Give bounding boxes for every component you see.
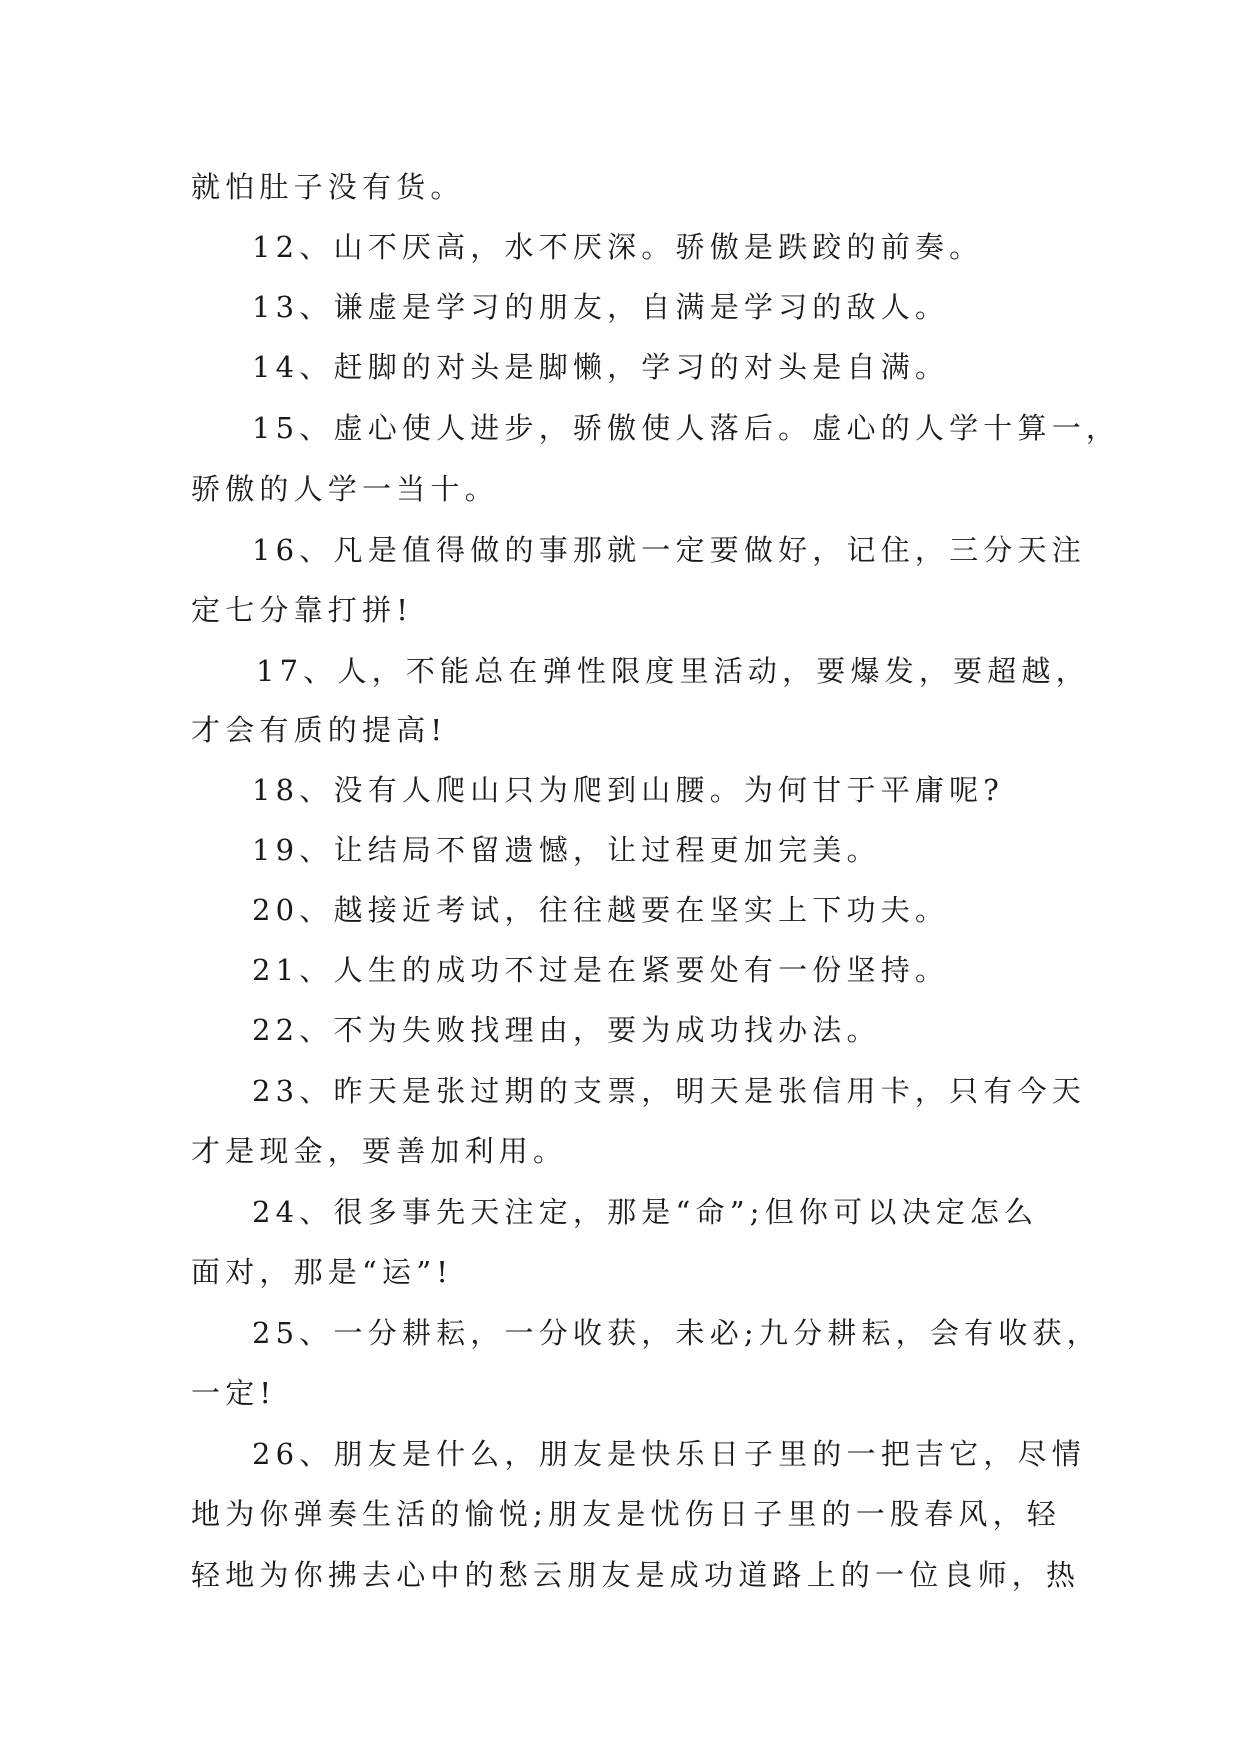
text-line: 23、昨天是张过期的支票，明天是张信用卡，只有今天 bbox=[252, 1074, 1086, 1108]
text-line: 才是现金，要善加利用。 bbox=[191, 1134, 568, 1168]
text-line: 22、不为失败找理由，要为成功找办法。 bbox=[252, 1013, 881, 1047]
text-line: 15、虚心使人进步，骄傲使人落后。虚心的人学十算一， bbox=[252, 411, 1121, 445]
text-line: 地为你弹奏生活的愉悦;朋友是忧伤日子里的一股春风，轻 bbox=[191, 1497, 1061, 1531]
text-line: 骄傲的人学一当十。 bbox=[191, 472, 499, 506]
text-line: 24、很多事先天注定，那是“命”;但你可以决定怎么 bbox=[252, 1195, 1039, 1229]
text-line: 13、谦虚是学习的朋友，自满是学习的敌人。 bbox=[252, 290, 950, 324]
text-line: 18、没有人爬山只为爬到山腰。为何甘于平庸呢? bbox=[252, 773, 1005, 807]
text-line: 25、一分耕耘，一分收获，未必;九分耕耘，会有收获， bbox=[252, 1316, 1101, 1350]
text-line: 16、凡是值得做的事那就一定要做好，记住，三分天注 bbox=[252, 533, 1086, 567]
text-line: 17、人，不能总在弹性限度里活动，要爆发，要超越， bbox=[256, 654, 1090, 688]
text-line: 20、越接近考试，往往越要在坚实上下功夫。 bbox=[252, 893, 950, 927]
text-line: 面对，那是“运”! bbox=[191, 1255, 454, 1289]
text-line: 19、让结局不留遗憾，让过程更加完美。 bbox=[252, 833, 881, 867]
text-line: 12、山不厌高，水不厌深。骄傲是跌跤的前奏。 bbox=[252, 230, 984, 264]
text-line: 26、朋友是什么，朋友是快乐日子里的一把吉它，尽情 bbox=[252, 1437, 1086, 1471]
text-line: 轻地为你拂去心中的愁云朋友是成功道路上的一位良师，热 bbox=[191, 1558, 1081, 1592]
text-line: 21、人生的成功不过是在紧要处有一份坚持。 bbox=[252, 953, 950, 987]
text-line: 一定! bbox=[191, 1376, 277, 1410]
text-line: 才会有质的提高! bbox=[191, 713, 448, 747]
text-line: 14、赶脚的对头是脚懒，学习的对头是自满。 bbox=[252, 350, 950, 384]
text-line: 定七分靠打拼! bbox=[191, 593, 414, 627]
text-line: 就怕肚子没有货。 bbox=[191, 170, 465, 204]
